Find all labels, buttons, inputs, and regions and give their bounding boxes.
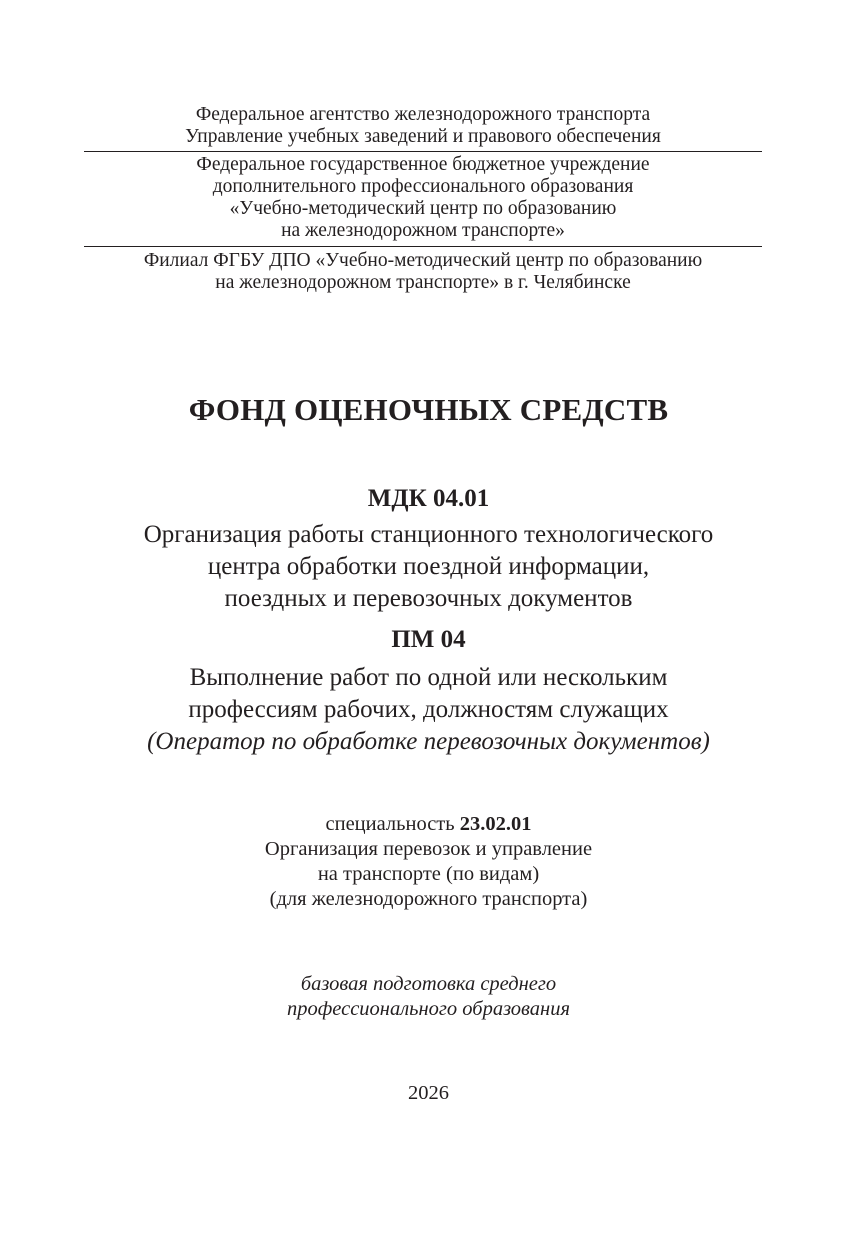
agency-line-1: Федеральное агентство железнодорожного транспорта xyxy=(195,104,651,125)
specialty-code: 23.02.01 xyxy=(459,813,532,835)
specialty-line-3: (для железнодорожного транспорта) xyxy=(269,888,588,910)
mdk-code: МДК 04.01 xyxy=(367,485,490,512)
mdk-description xyxy=(0,519,857,615)
institution-line-3: «Учебно-методический центр по образованию xyxy=(229,198,617,219)
header-divider-bottom xyxy=(84,246,762,247)
institution-line-4: на железнодорожном транспорте» xyxy=(281,220,565,241)
institution-header xyxy=(84,154,762,242)
mdk-line-1: Организация работы станционного технологического xyxy=(143,521,714,548)
document-title: ФОНД ОЦЕНОЧНЫХ СРЕДСТВ xyxy=(188,392,669,427)
specialty-heading xyxy=(0,812,857,837)
specialty-line-2: на транспорте (по видам) xyxy=(317,863,540,885)
publication-year: 2026 xyxy=(408,1082,449,1104)
specialty-prefix: специальность xyxy=(325,813,455,835)
header-divider-top xyxy=(84,151,762,152)
training-line-1: базовая подготовка среднего xyxy=(300,973,557,995)
pm-description xyxy=(0,662,857,758)
branch-line-2: на железнодорожном транспорте» в г. Челябинске xyxy=(215,272,631,293)
specialty-line-1: Организация перевозок и управление xyxy=(264,838,593,860)
pm-line-2: профессиям рабочих, должностям служащих xyxy=(188,696,669,723)
branch-header xyxy=(84,250,762,294)
agency-header xyxy=(84,104,762,148)
mdk-line-3: поездных и перевозочных документов xyxy=(224,585,633,612)
training-level xyxy=(0,972,857,1022)
agency-line-2: Управление учебных заведений и правового обеспечения xyxy=(185,126,661,147)
specialty-block xyxy=(0,812,857,912)
pm-qualification: (Оператор по обработке перевозочных документов) xyxy=(147,728,710,755)
training-line-2: профессионального образования xyxy=(286,998,571,1020)
institution-line-1: Федеральное государственное бюджетное учреждение xyxy=(196,154,650,175)
mdk-line-2: центра обработки поездной информации, xyxy=(207,553,650,580)
pm-line-1: Выполнение работ по одной или нескольким xyxy=(189,664,668,691)
institution-line-2: дополнительного профессионального образования xyxy=(212,176,634,197)
pm-code: ПМ 04 xyxy=(391,626,466,653)
branch-line-1: Филиал ФГБУ ДПО «Учебно-методический центр по образованию xyxy=(143,250,703,271)
